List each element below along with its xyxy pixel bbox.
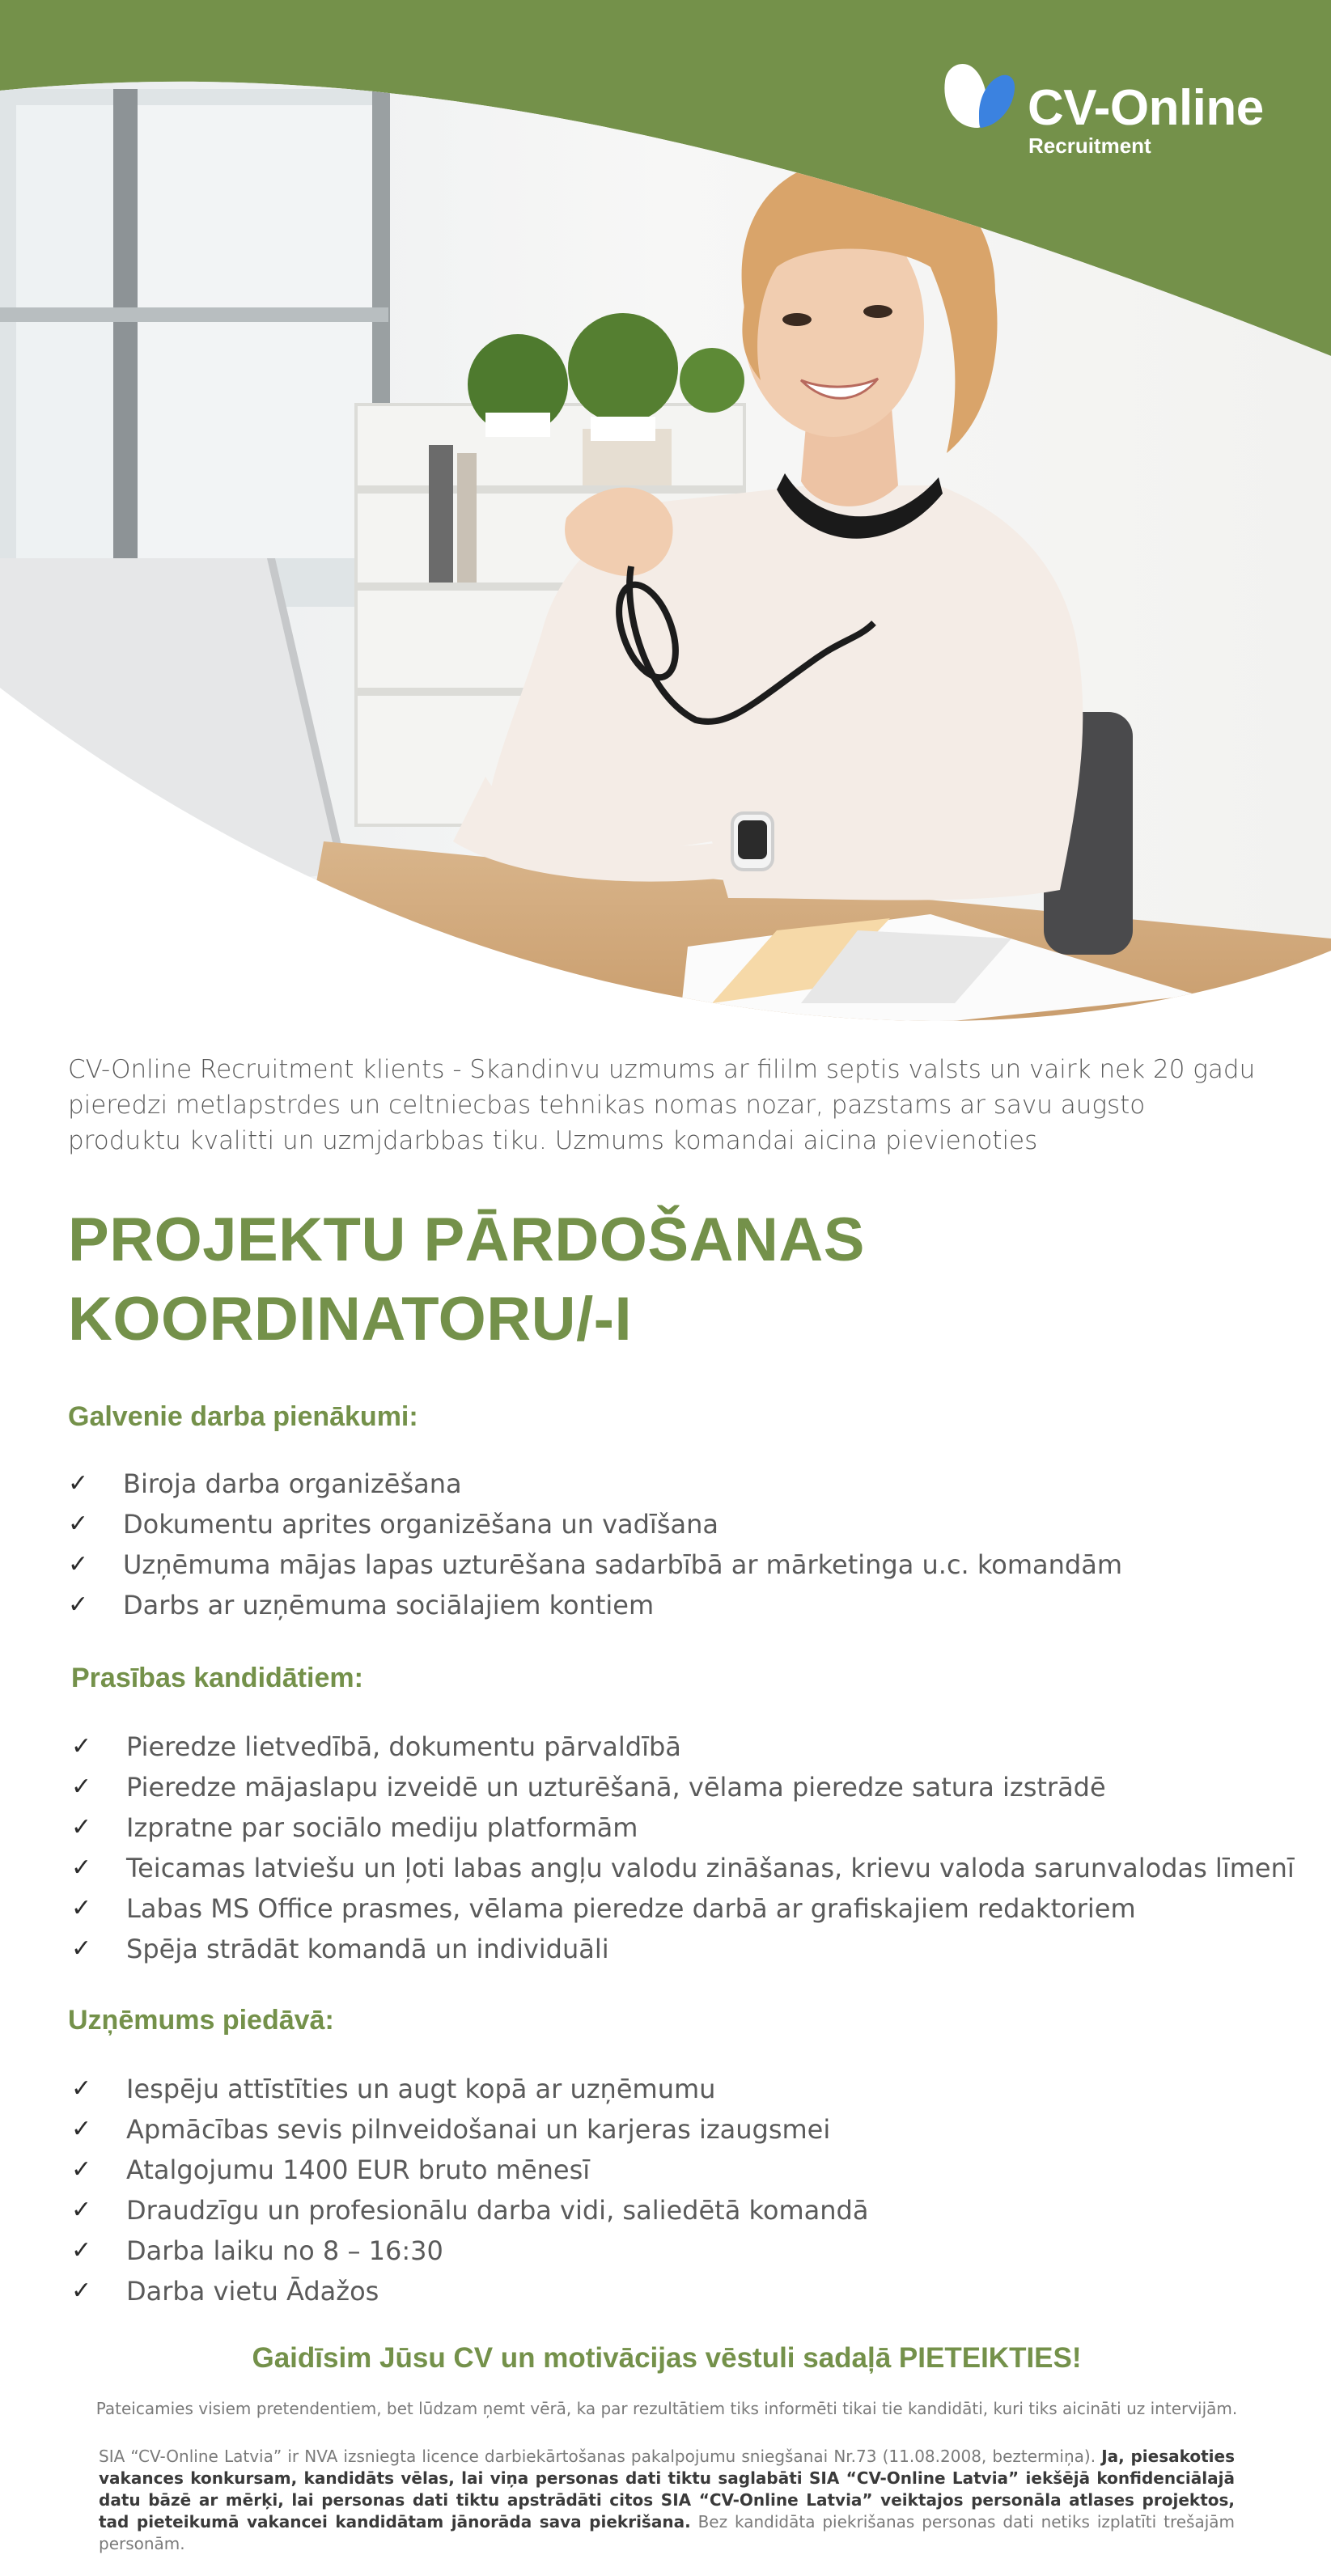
list-item xyxy=(71,1727,1265,1767)
legal-license: SIA “CV-Online Latvia” ir NVA izsniegta licence darbiekārtošanas pakalpojumu sniegšanai Nr.73 (11.08.2008, beztermiņa). xyxy=(99,2447,1096,2466)
offer-heading: Uzņēmums piedāvā: xyxy=(68,2005,334,2036)
requirements-list xyxy=(68,1727,1295,1969)
list-item xyxy=(71,2271,1265,2311)
check-icon: ✓ xyxy=(71,1894,92,1922)
list-item-text: Uzņēmuma mājas lapas uzturēšana sadarbībā ar mārketinga u.c. komandām xyxy=(123,1549,1123,1580)
requirements-heading: Prasības kandidātiem: xyxy=(71,1663,363,1693)
legal-notice xyxy=(68,2446,1265,2555)
list-item xyxy=(71,2150,1265,2190)
check-icon: ✓ xyxy=(71,2074,92,2103)
list-item xyxy=(71,1767,1265,1807)
check-icon: ✓ xyxy=(71,1732,92,1760)
logo-subtitle: Recruitment xyxy=(1028,133,1151,158)
hero-banner xyxy=(0,0,1331,1023)
offer-list xyxy=(68,2069,1265,2311)
check-icon: ✓ xyxy=(71,2236,92,2265)
list-item-text: Spēja strādāt komandā un individuāli xyxy=(126,1934,609,1964)
list-item-text: Biroja darba organizēšana xyxy=(123,1468,462,1499)
check-icon: ✓ xyxy=(68,1469,89,1498)
list-item xyxy=(71,1929,1265,1969)
check-icon: ✓ xyxy=(71,1854,92,1882)
list-item-text: Izpratne par sociālo mediju platformām xyxy=(126,1812,638,1843)
check-icon: ✓ xyxy=(71,1813,92,1841)
logo-brand-name: CV-Online xyxy=(1028,80,1264,136)
check-icon: ✓ xyxy=(71,2115,92,2143)
job-title-line-2: KOORDINATORU/-I xyxy=(68,1285,633,1354)
list-item xyxy=(71,2069,1265,2109)
list-item xyxy=(71,2190,1265,2231)
cv-online-logo[interactable] xyxy=(939,57,1278,170)
list-item-text: Dokumentu aprites organizēšana un vadīšana xyxy=(123,1509,718,1540)
list-item-text: Labas MS Office prasmes, vēlama pieredze darbā ar grafiskajiem redaktoriem xyxy=(126,1893,1136,1924)
check-icon: ✓ xyxy=(68,1550,89,1578)
check-icon: ✓ xyxy=(71,2196,92,2224)
list-item xyxy=(68,1504,1265,1544)
intro-paragraph: CV-Online Recruitment klients - Skandinvu uzmums ar fililm septis valsts un vairk nek 20 gadu pieredzi metlapstrdes un celtniecbas tehnikas nomas nozar, pazstams ar savu augsto produktu kvalitti un uzmjdarbbas tiku. Uzmums komandai aicina pievienoties xyxy=(68,1055,1256,1155)
job-title-line-1: PROJEKTU PĀRDOŠANAS xyxy=(68,1205,865,1274)
list-item-text: Darba vietu Ādažos xyxy=(126,2276,379,2307)
list-item xyxy=(71,2109,1265,2150)
list-item xyxy=(71,1807,1265,1848)
list-item-text: Pieredze lietvedībā, dokumentu pārvaldībā xyxy=(126,1731,681,1762)
list-item xyxy=(71,2231,1265,2271)
list-item xyxy=(68,1544,1265,1585)
responsibilities-heading: Galvenie darba pienākumi: xyxy=(68,1401,418,1432)
list-item-text: Atalgojumu 1400 EUR bruto mēnesī xyxy=(126,2154,591,2185)
thanks-note: Pateicamies visiem pretendentiem, bet lūdzam ņemt vērā, ka par rezultātiem tiks informēti tikai tie kandidāti, kuri tiks aicināti uz intervijām. xyxy=(95,2399,1238,2418)
responsibilities-list xyxy=(68,1464,1265,1625)
list-item-text: Teicamas latviešu un ļoti labas angļu valodu zināšanas, krievu valoda sarunvalodas līmenī xyxy=(126,1853,1295,1883)
list-item xyxy=(71,1848,1295,1888)
list-item-text: Apmācības sevis pilnveidošanai un karjeras izaugsmei xyxy=(126,2114,831,2145)
check-icon: ✓ xyxy=(68,1510,89,1538)
check-icon: ✓ xyxy=(68,1591,89,1619)
list-item-text: Iespēju attīstīties un augt kopā ar uzņēmumu xyxy=(126,2074,716,2104)
list-item xyxy=(71,1888,1265,1929)
list-item-text: Darbs ar uzņēmuma sociālajiem kontiem xyxy=(123,1590,655,1621)
legal-privacy: Bez kandidāta piekrišanas personas dati netiks izplatīti trešajām personām. xyxy=(99,2512,1236,2553)
legal-consent: Ja, piesakoties vakances konkursam, kandidāts vēlas, lai viņa personas dati tiktu saglabāti SIA “CV-Online Latvia” iekšējā konfidenciālajā datu bāzē ar mērķi, lai personas dati tiktu apstrādāti citos SIA “CV-Online Latvia” veiktajos personāla atlases projektos, tad pieteikumā vakancei kandidātam jānorāda sava piekrišana. xyxy=(99,2447,1236,2532)
list-item xyxy=(68,1585,1265,1625)
job-posting xyxy=(68,1052,1295,2555)
check-icon: ✓ xyxy=(71,2277,92,2305)
logo-mark-icon xyxy=(939,57,1019,138)
list-item xyxy=(68,1464,1265,1504)
list-item-text: Darba laiku no 8 – 16:30 xyxy=(126,2235,443,2266)
list-item-text: Draudzīgu un profesionālu darba vidi, saliedētā komandā xyxy=(126,2195,869,2226)
apply-call-to-action: Gaidīsim Jūsu CV un motivācijas vēstuli sadaļā PIETEIKTIES! xyxy=(252,2342,1082,2374)
list-item-text: Pieredze mājaslapu izveidē un uzturēšanā, vēlama pieredze satura izstrādē xyxy=(126,1772,1106,1803)
check-icon: ✓ xyxy=(71,2155,92,2184)
check-icon: ✓ xyxy=(71,1773,92,1801)
job-title xyxy=(68,1201,1265,1359)
check-icon: ✓ xyxy=(71,1934,92,1963)
